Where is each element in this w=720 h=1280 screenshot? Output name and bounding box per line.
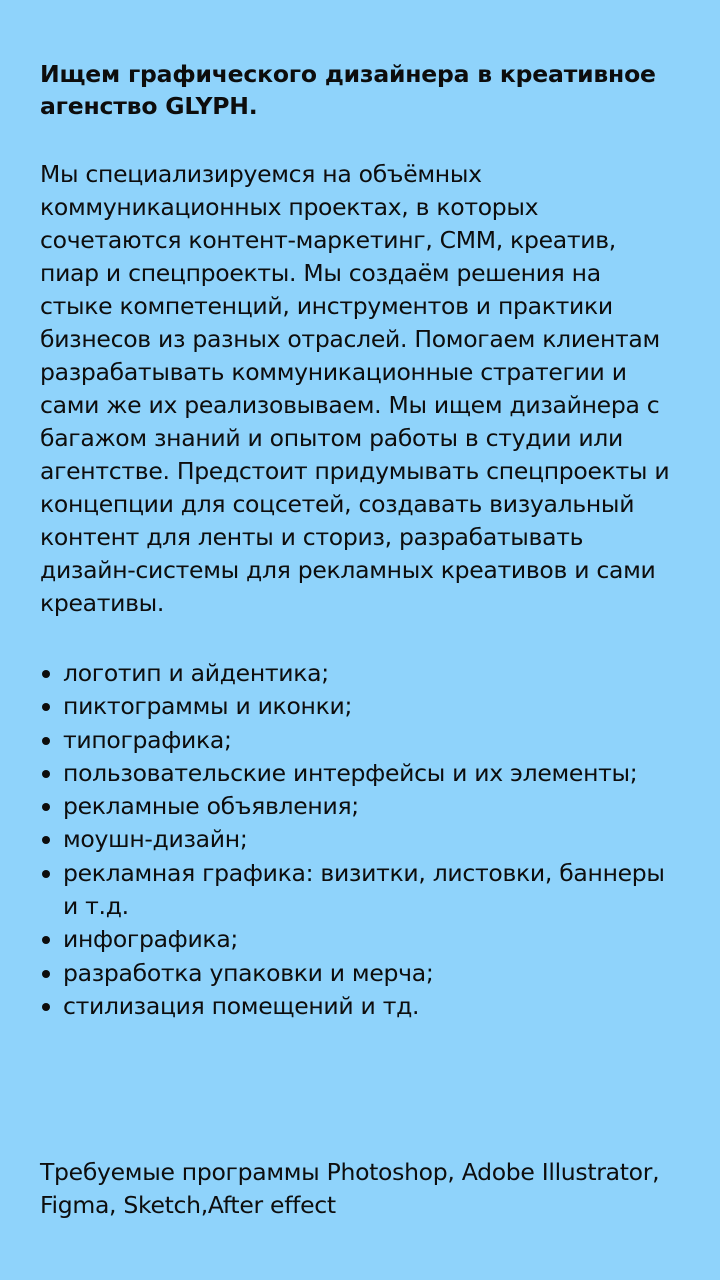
skill-item: типографика; [40,724,680,757]
skills-list [40,657,680,1023]
skill-item: логотип и айдентика; [40,657,680,690]
skill-item: моушн-дизайн; [40,823,680,856]
required-software: Требуемые программы Photoshop, Adobe Illustrator, Figma, Sketch,After effect [40,1158,660,1219]
skill-item: рекламные объявления; [40,790,680,823]
skill-item: пиктограммы и иконки; [40,690,680,723]
skill-item: пользовательские интерфейсы и их элементы; [40,757,680,790]
skill-item: рекламная графика: визитки, листовки, баннеры и т.д. [40,857,680,924]
job-headline: Ищем графического дизайнера в креативное агенство GLYPH. [40,60,656,120]
company-description: Мы специализируемся на объёмных коммуникационных проектах, в которых сочетаются контент-маркетинг, СММ, креатив, пиар и спецпроекты. Мы создаём решения на стыке компетенций, инструментов и практики бизнесов из разных отраслей. Помогаем клиентам разрабатывать коммуникационные стратегии и сами же их реализовываем. Мы ищем дизайнера с багажом знаний и опытом работы в студии или агентстве. Предстоит придумывать спецпроекты и концепции для соцсетей, создавать визуальный контент для ленты и сториз, разрабатывать дизайн-системы для рекламных креативов и сами креативы. [40,160,670,617]
skill-item: инфографика; [40,923,680,956]
skill-item: разработка упаковки и мерча; [40,957,680,990]
skill-item: стилизация помещений и тд. [40,990,680,1023]
